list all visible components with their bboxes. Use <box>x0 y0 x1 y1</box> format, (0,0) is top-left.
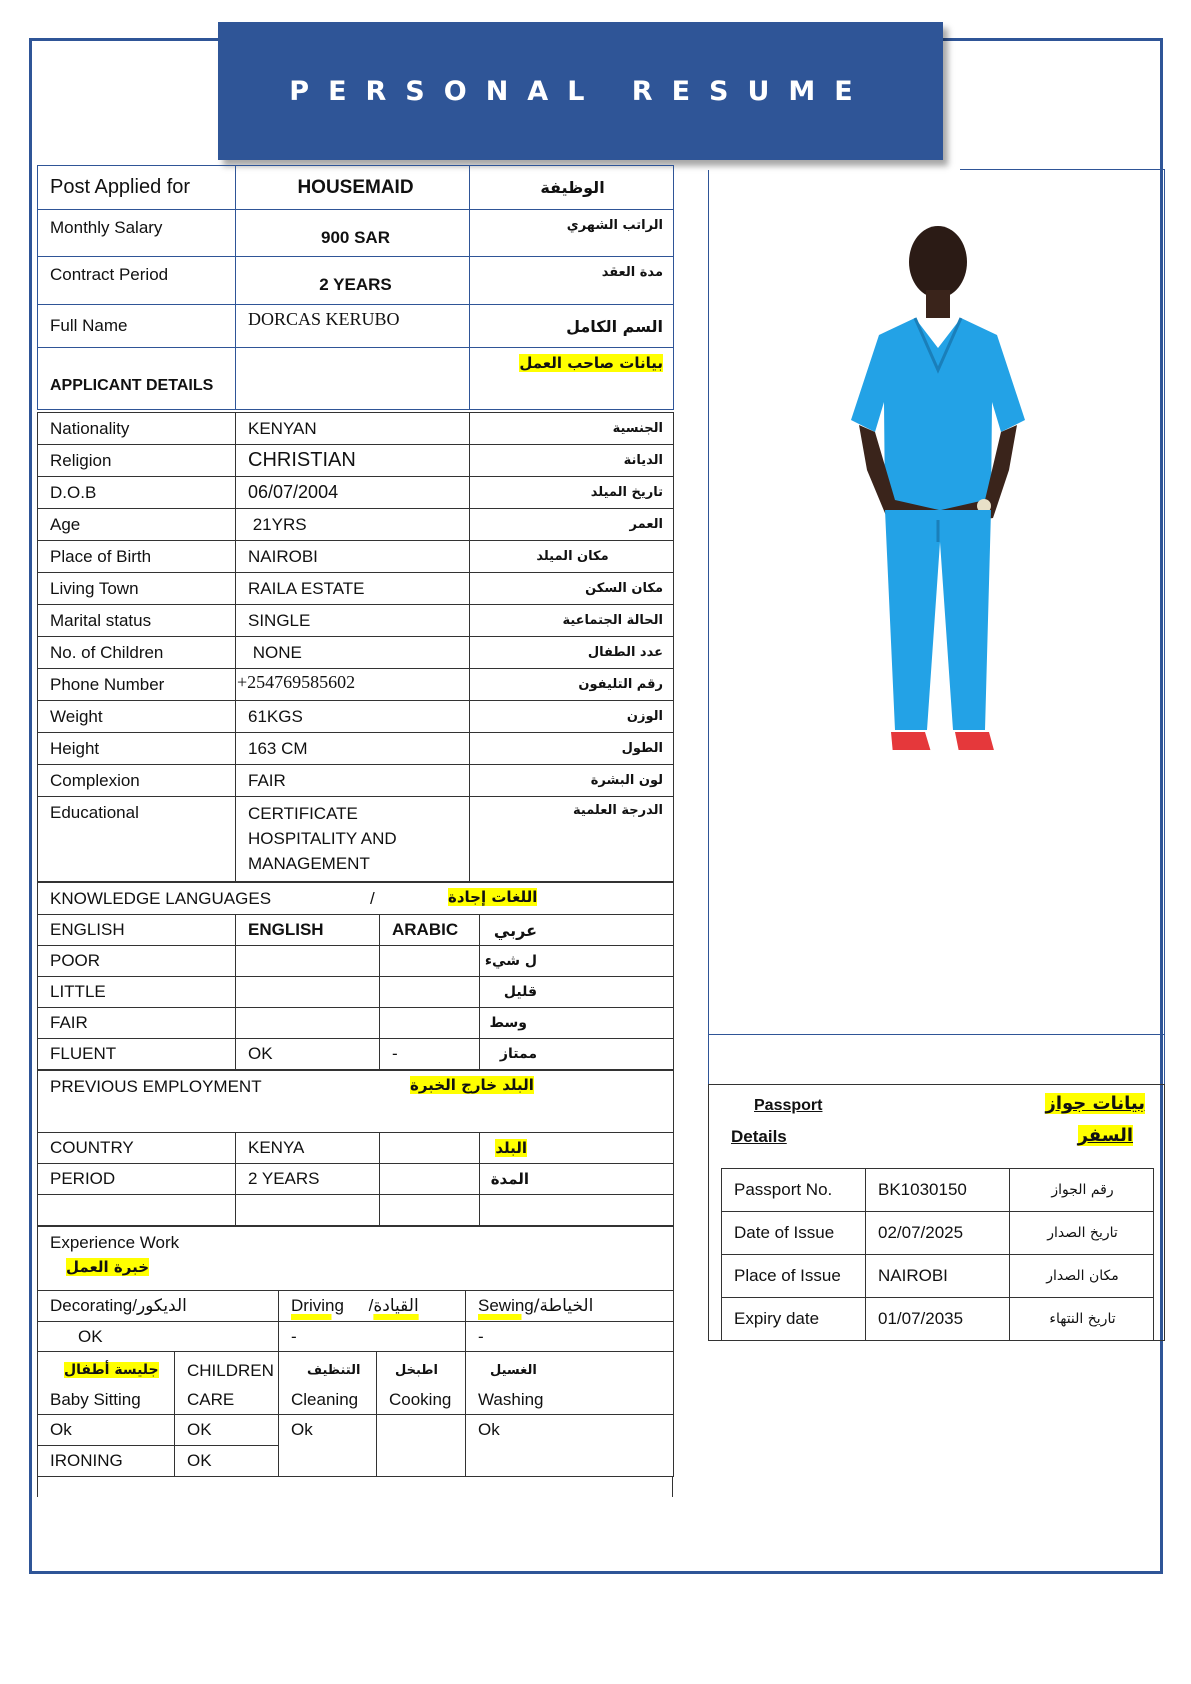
detail-row <box>38 765 674 797</box>
detail-row <box>38 573 674 605</box>
skills-row-2 <box>38 1352 674 1415</box>
fullname-label: Full Name <box>38 305 236 348</box>
employment-heading: PREVIOUS EMPLOYMENT <box>50 1077 262 1096</box>
languages-col-english: ENGLISH <box>236 915 380 946</box>
detail-ar: الجنسية <box>470 413 674 445</box>
detail-value: CERTIFICATE <box>248 804 358 823</box>
detail-ar: مكان السكن <box>470 573 674 605</box>
detail-label: Religion <box>38 445 236 477</box>
detail-ar: الدرجة العلمية <box>470 797 674 882</box>
contract-value: 2 YEARS <box>236 257 470 305</box>
ironing-label: IRONING <box>38 1446 175 1477</box>
cleaning-ar: التنظيف <box>307 1363 361 1378</box>
language-arabic: - <box>380 1039 480 1070</box>
languages-heading-row <box>38 883 674 915</box>
babysitting-value: Ok <box>38 1415 175 1446</box>
employment-table <box>37 1070 674 1226</box>
passport-value: 02/07/2025 <box>866 1212 1010 1255</box>
passport-value: 01/07/2035 <box>866 1298 1010 1341</box>
post-label: Post Applied for <box>38 166 236 210</box>
detail-label: Place of Birth <box>38 541 236 573</box>
experience-table <box>37 1226 674 1477</box>
applicant-photo <box>709 170 1164 1034</box>
detail-row <box>38 669 674 701</box>
language-level-row <box>38 946 674 977</box>
salary-value: 900 SAR <box>236 210 470 257</box>
experience-heading-row <box>38 1227 674 1291</box>
detail-row <box>38 445 674 477</box>
language-english: OK <box>236 1039 380 1070</box>
cooking-label: Cooking <box>389 1390 452 1409</box>
language-level-ar: وسط <box>480 1008 674 1039</box>
childcare-label: CARE <box>187 1390 235 1409</box>
language-arabic <box>380 977 480 1008</box>
passport-section <box>708 1084 1165 1341</box>
applicant-row <box>38 348 674 410</box>
passport-ar: تاريخ النتهاء <box>1010 1298 1154 1341</box>
detail-ar: لون البشرة <box>470 765 674 797</box>
employment-heading-ar: البلد خارج الخبرة <box>410 1076 534 1094</box>
cleaning-label: Cleaning <box>291 1390 359 1409</box>
details-table <box>37 412 674 882</box>
passport-ar: مكان الصدار <box>1010 1255 1154 1298</box>
fullname-ar: السم الكامل <box>470 305 674 348</box>
period-row <box>38 1164 674 1195</box>
detail-label: Living Town <box>38 573 236 605</box>
contract-row <box>38 257 674 305</box>
experience-heading-ar: خبرة العمل <box>66 1258 150 1276</box>
washing-ar: الغسيل <box>490 1363 537 1378</box>
language-level: FAIR <box>38 1008 236 1039</box>
detail-row <box>38 541 674 573</box>
passport-row <box>722 1212 1154 1255</box>
detail-value: 61KGS <box>236 701 470 733</box>
skills-values-row-1 <box>38 1322 674 1352</box>
detail-label: Educational <box>38 797 236 882</box>
detail-label: Nationality <box>38 413 236 445</box>
post-row <box>38 166 674 210</box>
languages-slash: / <box>370 889 375 908</box>
sewing-ar: /الخياطة <box>533 1296 594 1316</box>
languages-columns-row <box>38 915 674 946</box>
languages-heading: KNOWLEDGE LANGUAGES <box>50 888 272 908</box>
cleaning-value: Ok <box>279 1415 377 1477</box>
passport-heading-ar: بيانات جواز <box>1045 1093 1145 1114</box>
detail-value: FAIR <box>236 765 470 797</box>
passport-label: Place of Issue <box>722 1255 866 1298</box>
detail-value: NAIROBI <box>236 541 470 573</box>
passport-heading-2: Details <box>731 1127 787 1146</box>
detail-value: 163 CM <box>236 733 470 765</box>
passport-row <box>722 1298 1154 1341</box>
cooking-ar: اطبخل <box>395 1363 438 1378</box>
applicant-ar: بيانات صاحب العمل <box>519 354 663 372</box>
salary-label: Monthly Salary <box>38 210 236 257</box>
detail-label: No. of Children <box>38 637 236 669</box>
language-english <box>236 946 380 977</box>
post-value: HOUSEMAID <box>236 166 470 210</box>
employment-heading-row <box>38 1071 674 1133</box>
detail-label: Phone Number <box>38 669 236 701</box>
page-title: PERSONAL RESUME <box>289 75 872 107</box>
driving-separator: / <box>368 1296 374 1315</box>
languages-col-ar: عربي <box>480 915 674 946</box>
contract-ar: مدة العقد <box>470 257 674 305</box>
fullname-value: DORCAS KERUBO <box>236 305 470 348</box>
driving-label: Driving <box>291 1296 344 1315</box>
detail-value: NONE <box>236 637 470 669</box>
experience-heading: Experience Work <box>50 1233 180 1252</box>
detail-ar: الطول <box>470 733 674 765</box>
detail-ar: العمر <box>470 509 674 541</box>
skills-values-row-2 <box>38 1415 674 1446</box>
language-arabic <box>380 946 480 977</box>
detail-label: Complexion <box>38 765 236 797</box>
detail-row <box>38 509 674 541</box>
languages-col-arabic: ARABIC <box>380 915 480 946</box>
languages-table <box>37 882 674 1070</box>
salary-ar: الراتب الشهري <box>470 210 674 257</box>
sewing-value: - <box>466 1322 674 1352</box>
detail-value: KENYAN <box>236 413 470 445</box>
detail-label: Marital status <box>38 605 236 637</box>
skills-row-1 <box>38 1291 674 1322</box>
detail-value: +254769585602 <box>236 669 470 701</box>
passport-label: Date of Issue <box>722 1212 866 1255</box>
ironing-value: OK <box>175 1446 279 1477</box>
detail-ar: رقم التليفون <box>470 669 674 701</box>
washing-label: Washing <box>478 1390 544 1409</box>
driving-ar: القيادة <box>373 1296 419 1316</box>
language-level: POOR <box>38 946 236 977</box>
title-banner <box>218 22 943 160</box>
babysitting-ar: جليسة أطفال <box>64 1362 159 1378</box>
detail-value-line2: HOSPITALITY AND <box>248 829 397 848</box>
languages-heading-ar: اللغات إجادة <box>448 888 538 906</box>
detail-row <box>38 605 674 637</box>
detail-ar: الحالة الجتماعية <box>470 605 674 637</box>
passport-label: Passport No. <box>722 1169 866 1212</box>
detail-ar: الوزن <box>470 701 674 733</box>
detail-label: Weight <box>38 701 236 733</box>
childcare-label-top: CHILDREN <box>187 1361 274 1380</box>
detail-ar: عدد الطفال <box>470 637 674 669</box>
language-level-ar: قليل <box>480 977 674 1008</box>
detail-row <box>38 477 674 509</box>
language-level-row <box>38 1008 674 1039</box>
education-cell <box>236 797 470 882</box>
language-level-ar: ل شيء <box>480 946 674 977</box>
contract-label: Contract Period <box>38 257 236 305</box>
detail-label: Height <box>38 733 236 765</box>
detail-ar: تاريخ الميلد <box>470 477 674 509</box>
fullname-row <box>38 305 674 348</box>
detail-value: 21YRS <box>236 509 470 541</box>
resume-table <box>37 165 673 1477</box>
language-level-row <box>38 1039 674 1070</box>
period-ar: المدة <box>480 1164 674 1195</box>
passport-heading-ar-2: السفر <box>1077 1125 1133 1146</box>
detail-label: Age <box>38 509 236 541</box>
passport-value: BK1030150 <box>866 1169 1010 1212</box>
language-english <box>236 977 380 1008</box>
applicant-photo-panel <box>708 170 1165 1035</box>
detail-value: SINGLE <box>236 605 470 637</box>
passport-value: NAIROBI <box>866 1255 1010 1298</box>
babysitting-label: Baby Sitting <box>50 1390 141 1409</box>
passport-ar: رقم الجواز <box>1010 1169 1154 1212</box>
passport-row <box>722 1255 1154 1298</box>
country-label: COUNTRY <box>38 1133 236 1164</box>
language-arabic <box>380 1008 480 1039</box>
passport-row <box>722 1169 1154 1212</box>
detail-value: RAILA ESTATE <box>236 573 470 605</box>
period-label: PERIOD <box>38 1164 236 1195</box>
language-english <box>236 1008 380 1039</box>
job-table <box>37 165 674 410</box>
language-level: LITTLE <box>38 977 236 1008</box>
language-level-ar: ممتاز <box>480 1039 674 1070</box>
passport-heading <box>721 1093 1153 1168</box>
decorating-value: OK <box>38 1322 279 1352</box>
decorating-label: Decorating/الديكور <box>38 1291 279 1322</box>
childcare-value: OK <box>175 1415 279 1446</box>
country-ar: البلد <box>495 1139 528 1157</box>
post-ar: الوظيفة <box>470 166 674 210</box>
detail-row <box>38 701 674 733</box>
detail-label: D.O.B <box>38 477 236 509</box>
detail-row <box>38 733 674 765</box>
salary-row <box>38 210 674 257</box>
empty-row <box>38 1195 674 1226</box>
period-value: 2 YEARS <box>236 1164 380 1195</box>
detail-ar: مكان الميلد <box>470 541 674 573</box>
language-level-row <box>38 977 674 1008</box>
passport-label: Expiry date <box>722 1298 866 1341</box>
country-row <box>38 1133 674 1164</box>
passport-heading-1: Passport <box>754 1097 823 1114</box>
driving-value: - <box>279 1322 466 1352</box>
detail-row <box>38 413 674 445</box>
sewing-label: Sewing <box>478 1296 534 1315</box>
detail-value: CHRISTIAN <box>236 445 470 477</box>
passport-table <box>721 1168 1154 1341</box>
languages-col-label: ENGLISH <box>38 915 236 946</box>
washing-value: Ok <box>466 1415 674 1477</box>
detail-value: 06/07/2004 <box>236 477 470 509</box>
detail-row <box>38 637 674 669</box>
country-value: KENYA <box>236 1133 380 1164</box>
detail-value-line3: MANAGEMENT <box>248 854 370 873</box>
language-level: FLUENT <box>38 1039 236 1070</box>
detail-row <box>38 797 674 882</box>
applicant-label: APPLICANT DETAILS <box>38 348 236 410</box>
detail-ar: الديانة <box>470 445 674 477</box>
passport-ar: تاريخ الصدار <box>1010 1212 1154 1255</box>
